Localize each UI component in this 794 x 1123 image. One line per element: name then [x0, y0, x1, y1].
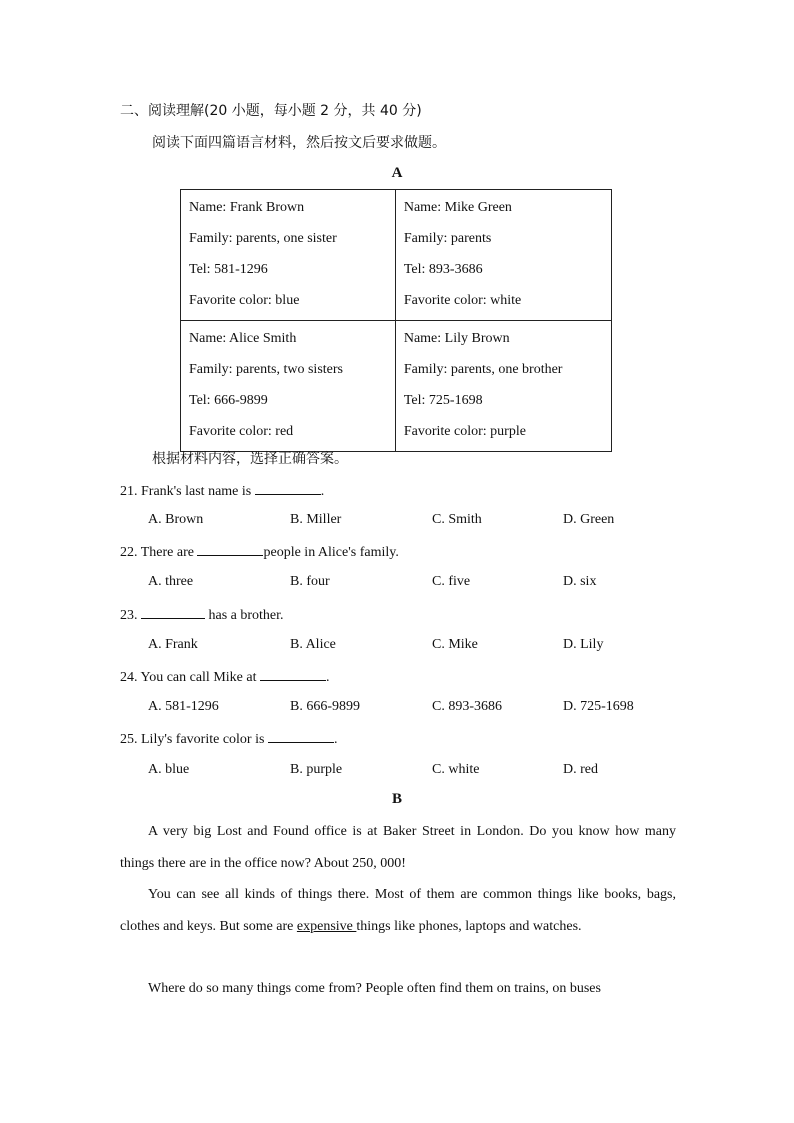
card-color: Favorite color: white	[403, 293, 522, 308]
passage-b-label: B	[391, 791, 402, 807]
option-b[interactable]: B. Miller	[290, 512, 342, 527]
section-instruction: 阅读下面四篇语言材料，然后按文后要求做题。	[152, 135, 446, 151]
question-text-end: people in Alice's family.	[263, 545, 399, 560]
underlined-word: expensive	[296, 918, 357, 934]
question-24	[120, 666, 329, 688]
option-d[interactable]: D. six	[563, 574, 597, 589]
option-a[interactable]: A. blue	[148, 762, 190, 777]
option-d[interactable]: D. Green	[563, 512, 615, 527]
card-color: Favorite color: blue	[189, 293, 300, 308]
options-22	[148, 572, 708, 592]
card-color: Favorite color: red	[189, 424, 294, 439]
options-21	[148, 510, 708, 530]
card-tel: Tel: 581-1296	[189, 262, 268, 277]
option-d[interactable]: D. red	[563, 762, 598, 777]
option-d[interactable]: D. 725-1698	[563, 699, 634, 714]
question-direction: 根据材料内容，选择正确答案。	[152, 451, 348, 467]
option-a[interactable]: A. three	[148, 574, 194, 589]
option-a[interactable]: A. Brown	[148, 512, 204, 527]
question-text: 24. You can call Mike at	[120, 670, 260, 685]
card-name: Name: Lily Brown	[403, 331, 510, 346]
card-family: Family: parents	[403, 231, 492, 246]
card-tel: Tel: 893-3686	[403, 262, 483, 277]
options-23	[148, 635, 708, 655]
table-row	[181, 321, 612, 452]
passage-b-paragraph-1: A very big Lost and Found office is at Baker Street in London. Do you know how many things there are in the office now? About 250, 000!	[120, 824, 676, 871]
card-tel: Tel: 666-9899	[189, 393, 268, 408]
option-c[interactable]: C. 893-3686	[432, 699, 502, 714]
card-color: Favorite color: purple	[403, 424, 526, 439]
option-b[interactable]: B. 666-9899	[290, 699, 360, 714]
info-card	[395, 321, 611, 452]
card-name: Name: Mike Green	[403, 200, 512, 215]
paragraph-text: You can see all kinds of things there. Most of them are common things like books, bags, clothes and keys. But some are	[120, 887, 676, 934]
info-card	[181, 321, 396, 452]
card-name: Name: Alice Smith	[189, 331, 297, 346]
answer-blank[interactable]	[141, 604, 205, 619]
question-text: 21. Frank's last name is	[120, 484, 255, 499]
card-name: Name: Frank Brown	[189, 200, 305, 215]
option-a[interactable]: A. 581-1296	[148, 699, 219, 714]
card-tel: Tel: 725-1698	[403, 393, 483, 408]
question-text: 22. There are	[120, 545, 198, 560]
card-family: Family: parents, one brother	[403, 362, 563, 377]
question-text-end: .	[333, 732, 338, 747]
option-c[interactable]: C. white	[432, 762, 480, 777]
option-d[interactable]: D. Lily	[563, 637, 604, 652]
table-row	[181, 190, 612, 321]
options-24	[148, 697, 708, 717]
answer-blank[interactable]	[197, 541, 263, 556]
options-25	[148, 760, 708, 780]
question-23	[120, 604, 284, 626]
question-text-end: has a brother.	[205, 608, 284, 623]
passage-b-paragraph-3: Where do so many things come from? People often find them on trains, on buses	[148, 981, 601, 996]
info-card	[395, 190, 611, 321]
option-c[interactable]: C. Smith	[432, 512, 482, 527]
info-table	[180, 189, 612, 452]
passage-a-label: A	[391, 165, 403, 181]
option-c[interactable]: C. Mike	[432, 637, 478, 652]
question-text-end: .	[325, 670, 330, 685]
card-family: Family: parents, one sister	[189, 231, 337, 246]
question-25	[120, 728, 337, 750]
section-title: 二、阅读理解(20 小题，每小题 2 分，共 40 分)	[120, 103, 422, 119]
paragraph-text: things like phones, laptops and watches.	[356, 918, 582, 934]
question-text: 23.	[120, 608, 141, 623]
answer-blank[interactable]	[255, 480, 321, 495]
passage-b-paragraph-2	[120, 879, 676, 942]
option-b[interactable]: B. four	[290, 574, 330, 589]
info-card	[181, 190, 396, 321]
option-b[interactable]: B. purple	[290, 762, 343, 777]
question-22	[120, 541, 399, 563]
option-c[interactable]: C. five	[432, 574, 471, 589]
option-b[interactable]: B. Alice	[290, 637, 336, 652]
question-text-end: .	[320, 484, 325, 499]
option-a[interactable]: A. Frank	[148, 637, 198, 652]
answer-blank[interactable]	[260, 666, 326, 681]
question-text: 25. Lily's favorite color is	[120, 732, 268, 747]
question-21	[120, 480, 324, 502]
card-family: Family: parents, two sisters	[189, 362, 343, 377]
answer-blank[interactable]	[268, 728, 334, 743]
